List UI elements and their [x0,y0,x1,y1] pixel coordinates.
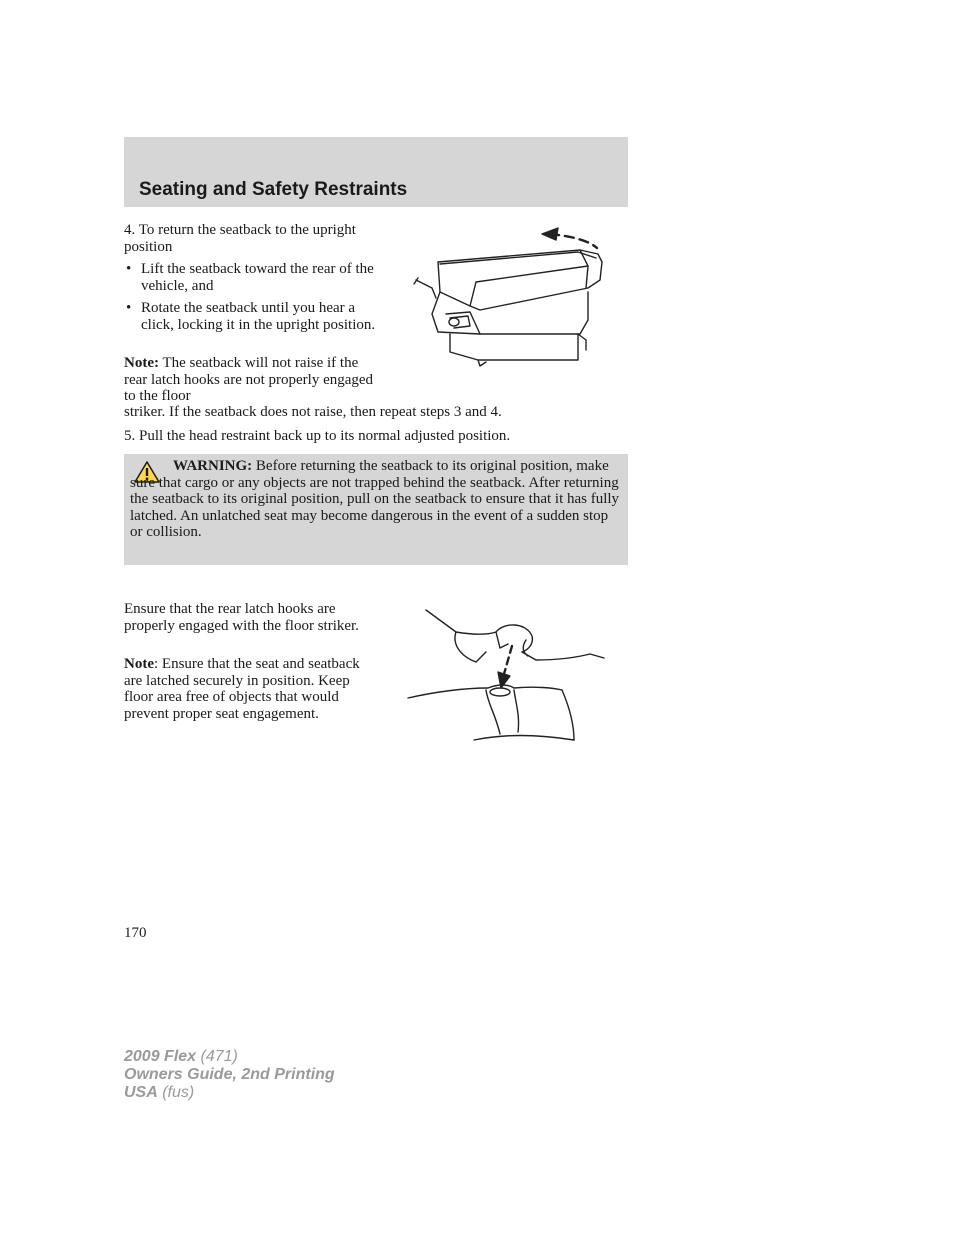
warning-box [124,454,628,565]
bullet-item-2: • Rotate the seatback until you hear a click, locking it in the upright position. [124,300,389,333]
note-continuation: striker. If the seatback does not raise, then repeat steps 3 and 4. [124,404,502,420]
section-title: Seating and Safety Restraints [139,179,408,200]
footer-market: USA [124,1084,158,1101]
note-text-2: : Ensure that the seat and seatback are latched securely in position. Keep floor area free of objects that would prevent proper seat engagement. [124,656,360,722]
document-footer [124,1048,335,1102]
footer-line-2: Owners Guide, 2nd Printing [124,1066,335,1083]
page-number: 170 [124,925,147,941]
bullet-item-1: • Lift the seatback toward the rear of the vehicle, and [124,261,389,294]
warning-body: Before returning the seatback to its original position, make sure that cargo or any objects are not trapped behind the seatback. After returning the seatback to its original position, pull on the seatback to ensure that it has fully latched. An unlatched seat may become dangerous in the event of a sudden stop or collision. [130,458,620,540]
footer-model: 2009 Flex [124,1048,197,1065]
footer-line-1 [124,1048,335,1066]
latch-hook-illustration [404,604,610,746]
step-5-text: 5. Pull the head restraint back up to its normal adjusted position. [124,428,511,444]
note-text: The seatback will not raise if the rear latch hooks are not properly engaged to the floor [124,355,374,404]
section-header [124,137,628,207]
footer-market-code: (fus) [157,1084,195,1101]
seat-latch-note [124,656,378,722]
step-4-text: 4. To return the seatback to the upright position [124,222,356,255]
seatback-raise-illustration [410,222,610,372]
warning-label: WARNING: [173,458,253,474]
latch-hooks-paragraph: Ensure that the rear latch hooks are properly engaged with the floor striker. [124,601,359,634]
note-label: Note: [124,355,159,371]
note-paragraph [124,355,374,405]
note-label-2: Note [124,656,154,672]
footer-line-3 [124,1084,335,1102]
footer-model-code: (471) [196,1048,238,1065]
warning-text [130,458,624,541]
